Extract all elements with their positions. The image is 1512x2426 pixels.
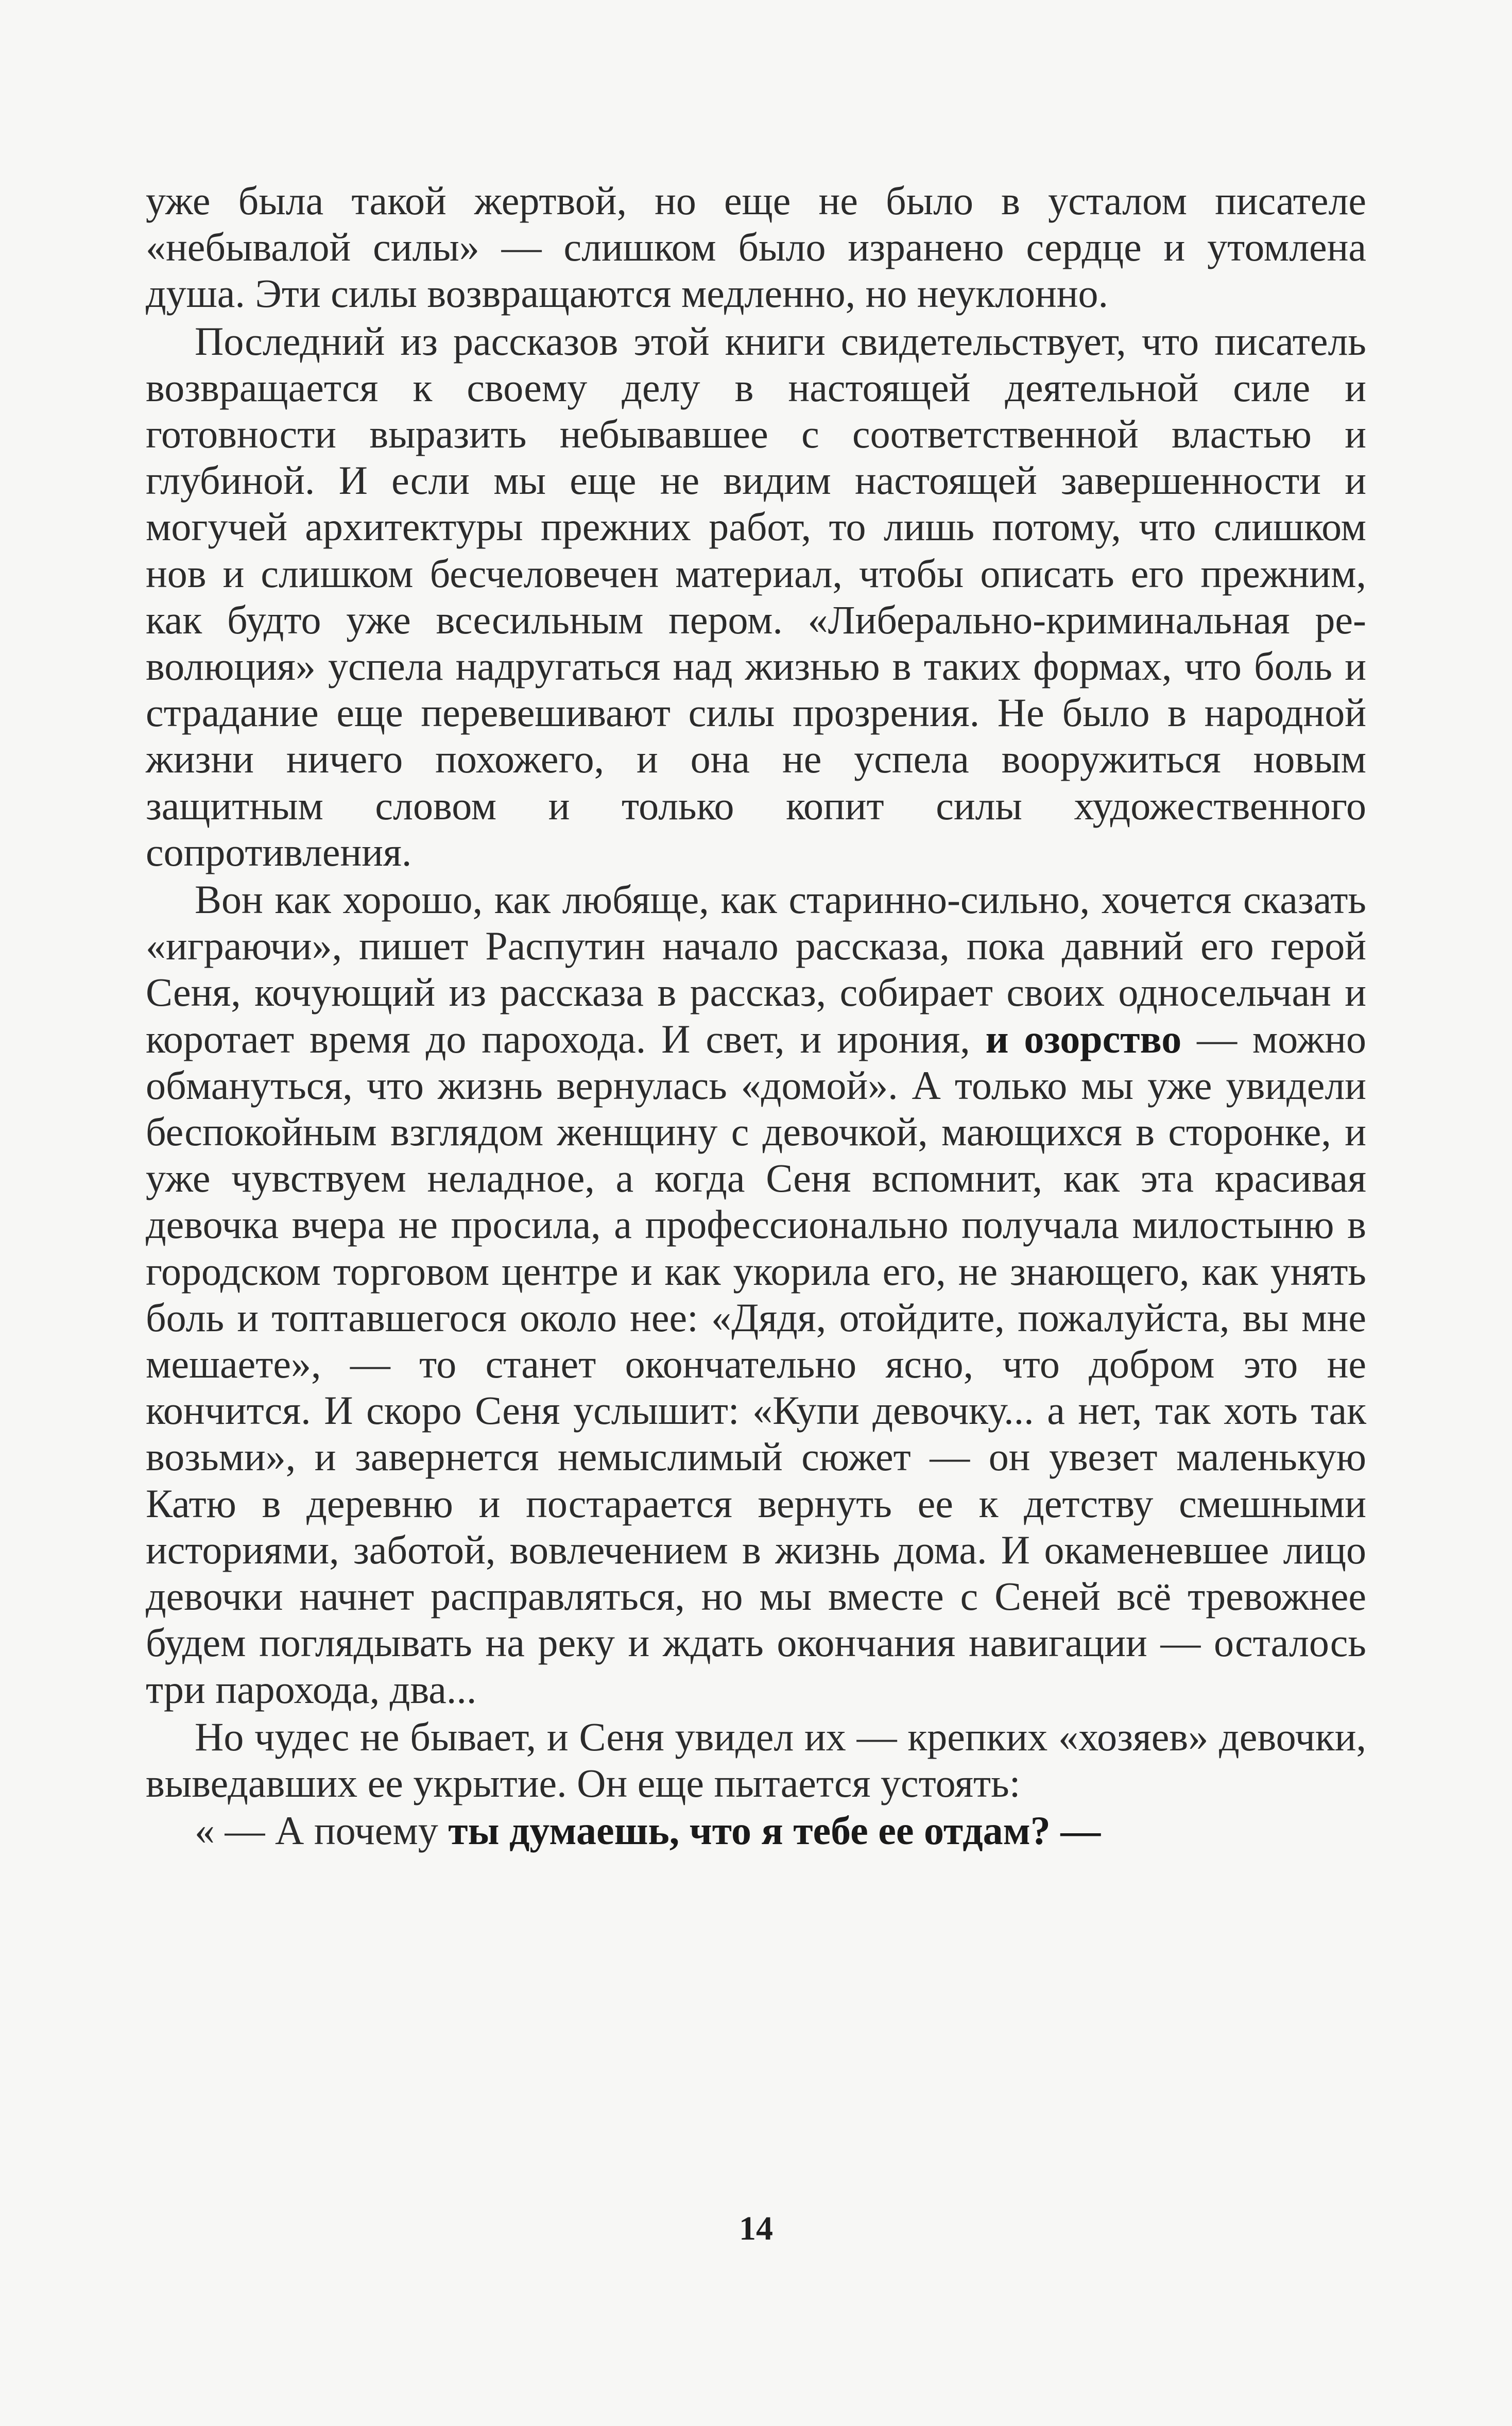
paragraph-2-text: Последний из рассказов этой книги свидетельствует, что писатель возвращается к своему делу в настоящей деятельной силе и готовности выразить небывавшее с соответственной властью и глубиной. И если мы еще не видим настоящей завершенности и могучей архитектуры прежних работ, то лишь потому, что слишком нов и слишком бесчеловечен материал, чтобы описать его прежним, как будто уже всесильным пером. «Либерально-криминальная революция» успела надругаться над жизнью в таких формах, что боль и страдание еще перевешивают силы прозрения. Не было в народной жизни ничего похожего, и она не успела вооружиться новым защитным словом и только копит силы художественного сопротивления. bbox=[146, 318, 1366, 874]
paragraph-4-text: Но чудес не бывает, и Сеня увидел их — крепких «хозяев» девочки, выведавших ее укрытие. Он еще пытается устоять: bbox=[146, 1714, 1366, 1805]
paragraph-5-bold-text: ты думаешь, что я тебе ее отдам? — bbox=[448, 1808, 1101, 1853]
paragraph-4 bbox=[146, 1714, 1366, 1806]
body-text bbox=[146, 178, 1366, 1854]
paragraph-2 bbox=[146, 318, 1366, 875]
paragraph-1 bbox=[146, 178, 1366, 317]
paragraph-3-bold-text: и озорство bbox=[985, 1016, 1182, 1061]
paragraph-3-text-end: — можно обмануться, что жизнь вернулась «домой». А только мы уже увидели беспокойным взглядом женщину с девочкой, мающихся в сторонке, и уже чувствуем неладное, а когда Сеня вспомнит, как эта красивая девочка вчера не просила, а профессионально получала милостыню в городском торговом центре и как укорила его, не знающего, как унять боль и топтавшегося около нее: «Дядя, отойдите, пожалуйста, вы мне мешаете», — то станет окончательно ясно, что добром это не кончится. И скоро Сеня услышит: «Купи девочку... а нет, так хоть так возьми», и завернется немыслимый сюжет — он увезет маленькую Катю в деревню и постарается вернуть ее к детству смешными историями, заботой, вовлечением в жизнь дома. И окаменевшее лицо девочки начнет расправляться, но мы вместе с Сеней всё тревожнее будем поглядывать на реку и ждать окончания навигации — осталось три парохода, два... bbox=[146, 1016, 1366, 1712]
page-number: 14 bbox=[739, 2210, 773, 2247]
paragraph-5 bbox=[146, 1808, 1366, 1854]
paragraph-3-text-start: Вон как хорошо, как любяще, как старинно-сильно, хочется сказать «играючи», пишет Распутин начало рассказа, пока давний его герой Сеня, кочующий из рассказа в рассказ, собирает своих односельчан и коротает время до парохода. И свет, и ирония, bbox=[146, 877, 1366, 1061]
paragraph-5-text-start: « — А почему bbox=[195, 1808, 449, 1853]
paragraph-3 bbox=[146, 876, 1366, 1713]
paragraph-1-text: уже была такой жертвой, но еще не было в усталом писателе «небывалой силы» — слишком было изранено сердце и утомлена душа. Эти силы возвращаются медленно, но неуклонно. bbox=[146, 178, 1366, 316]
